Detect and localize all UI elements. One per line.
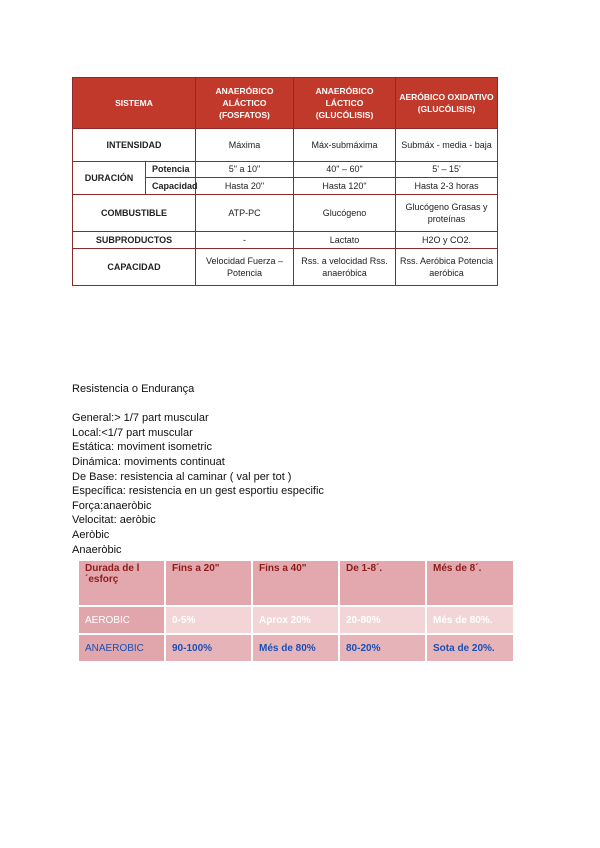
text-line: Dinámica: moviments continuat [72,455,225,468]
effort-duration-table [77,559,515,663]
text-line: De Base: resistencia al caminar ( val per tot ) [72,470,292,483]
text-line: Força:anaeròbic [72,499,152,512]
cell: Sota de 20%. [426,634,514,662]
cell: Rss. Aeróbica Potencia aeróbica [396,249,498,286]
cell: Máxima [196,129,294,161]
section-title: Resistencia o Endurança [72,383,195,395]
cell: ATP-PC [196,195,294,232]
row-label-intensidad: INTENSIDAD [73,129,196,161]
row-label-subproductos: SUBPRODUCTOS [73,231,196,249]
row-label-combustible: COMBUSTIBLE [73,195,196,232]
text-line: General:> 1/7 part muscular [72,412,209,425]
cell: 0-5% [165,606,252,634]
header-anaerobico-lactico: ANAERÓBICO LÁCTICO (GLUCÓLISIS) [294,78,396,129]
text-line: Estática: moviment isometric [72,441,212,454]
text-block [72,382,324,557]
cell: Submáx - media - baja [396,129,498,161]
cell: Més de 80% [252,634,339,662]
energy-systems-table [72,77,498,286]
header-mes-de-8: Més de 8´. [426,560,514,606]
text-line: Velocitat: aeròbic [72,514,156,527]
text-line: Aeròbic [72,528,110,541]
cell: H2O y CO2. [396,231,498,249]
cell: Hasta 20" [196,178,294,195]
row-label-anaerobic: ANAEROBIC [78,634,165,662]
header-sistema: SISTEMA [73,78,196,129]
header-aerobico-oxidativo: AERÓBICO OXIDATIVO (GLUCÓLISIS) [396,78,498,129]
cell: Lactato [294,231,396,249]
cell: 20-80% [339,606,426,634]
header-anaerobico-alactico: ANAERÓBICO ALÁCTICO (FOSFATOS) [196,78,294,129]
text-line: Local:<1/7 part muscular [72,426,193,439]
header-durada: Durada de l´esforç [78,560,165,606]
text-line: Anaeròbic [72,543,122,556]
cell: 90-100% [165,634,252,662]
row-sublabel-capacidad: Capacidad [146,178,196,195]
cell: Rss. a velocidad Rss. anaeróbica [294,249,396,286]
cell: 5' – 15' [396,161,498,178]
cell: Glucógeno [294,195,396,232]
header-fins-20: Fins a 20" [165,560,252,606]
cell: 40" – 60" [294,161,396,178]
header-fins-40: Fins a 40" [252,560,339,606]
table-row [78,634,514,662]
table-row [78,606,514,634]
cell: 80-20% [339,634,426,662]
row-label-capacidad: CAPACIDAD [73,249,196,286]
cell: Velocidad Fuerza – Potencia [196,249,294,286]
cell: 5" a 10" [196,161,294,178]
cell: Glucógeno Grasas y proteínas [396,195,498,232]
cell: Hasta 120" [294,178,396,195]
cell: Aprox 20% [252,606,339,634]
cell: Máx-submáxima [294,129,396,161]
text-line: Específica: resistencia en un gest esportiu especific [72,485,324,498]
row-label-aerobic: AEROBIC [78,606,165,634]
row-sublabel-potencia: Potencia [146,161,196,178]
row-label-duracion: DURACIÓN [73,161,146,194]
cell: - [196,231,294,249]
cell: Hasta 2-3 horas [396,178,498,195]
cell: Més de 80%. [426,606,514,634]
header-de-1-8: De 1-8´. [339,560,426,606]
